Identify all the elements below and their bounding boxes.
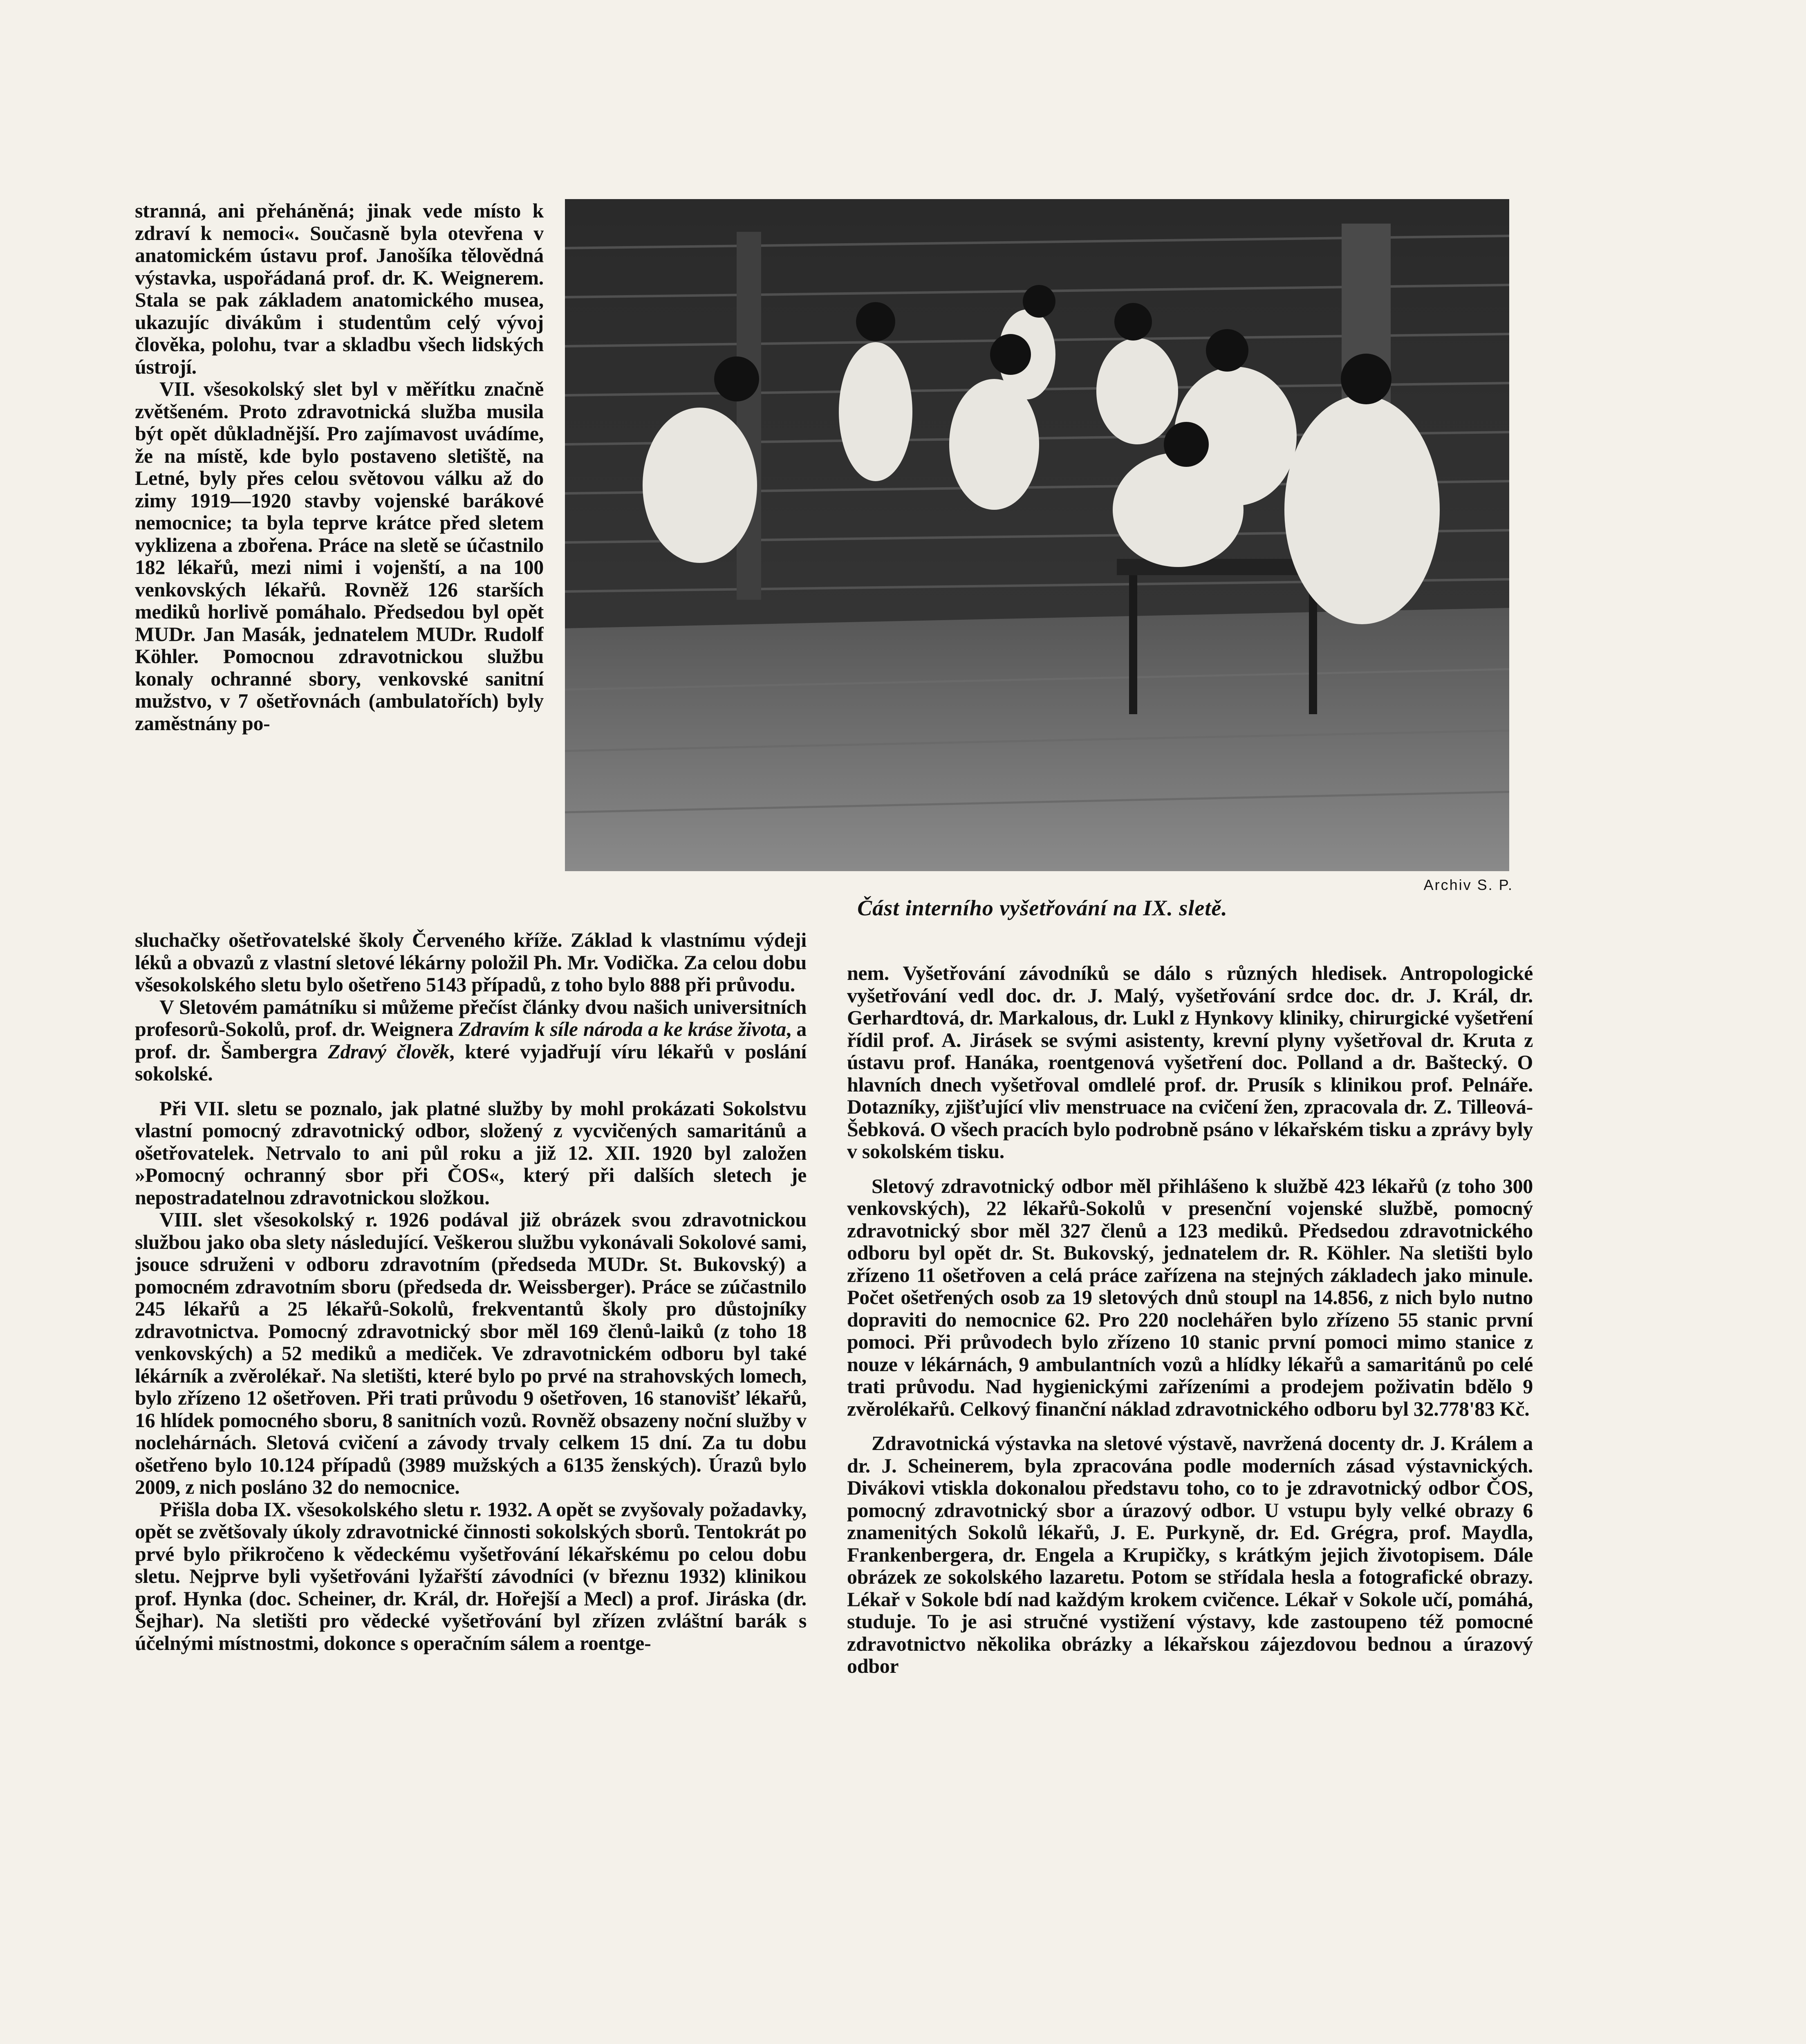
figure-caption: Část interního vyšetřování na IX. sletě. bbox=[857, 896, 1228, 920]
paragraph: Při VII. sletu se poznalo, jak platné služby by mohl prokázati Sokolstvu vlastní pomocný zdravotnický odbor, složený z vycvičených samaritánů a ošetřovatelek. Netrvalo to ani půl roku a již 12. XII. 1920 byl založen »Pomocný ochranný sbor při ČOS«, který při dalších sletech je nepostradatelnou zdravotnickou složkou. bbox=[135, 1096, 807, 1209]
paragraph: Sletový zdravotnický odbor měl přihlášeno k službě 423 lékařů (z toho 300 venkovských), 22 lékařů-Sokolů v presenční vojenské službě, pomocný zdravotnický sbor měl 327 členů a 123 mediků. Předsedou zdravotnického odboru byl opět dr. St. Bukovský, jednatelem dr. R. Köhler. Na sletišti bylo zřízeno 11 ošetřoven a celá práce zařízena na stejných základech jako minule. Počet ošetřených osob za 19 sletových dnů stoupl na 14.856, z nich bylo nutno dopraviti do nemocnice 62. Pro 220 noclehářen bylo zřízeno 55 stanic první pomoci. Při průvodech bylo zřízeno 10 stanic první pomoci mimo stanice z nouze v lékárnách, 9 ambulantních vozů a hlídky lékařů a samaritánů po celé trati průvodu. Nad hygienickými zařízeními a prodejem poživatin bdělo 9 zvěrolékařů. Celkový finanční náklad zdravotnického odboru byl 32.778'83 Kč. bbox=[847, 1174, 1533, 1420]
paragraph: VIII. slet všesokolský r. 1926 podával již obrázek svou zdravotnickou službou jako oba slety následující. Veškerou službu vykonávali Sokolové sami, jsouce sdruženi v odboru zdravotním (předseda MUDr. St. Bukovský) a pomocném zdravotním sboru (předseda dr. Weissberger). Práce se zúčastnilo 245 lékařů a 25 lékařů-Sokolů, frekventantů školy pro důstojníky zdravotnictva. Pomocný zdravotnický sbor měl 169 členů-laiků (z toho 18 venkovských) a 52 mediků a mediček. Ve zdravotnickém odboru byl také lékárník a zvěrolékař. Na sletišti, které bylo po prvé na strahovských lomech, bylo zřízeno 12 ošetřoven. Při trati průvodu 9 ošetřoven, 16 stanovišť lékařů, 16 hlídek pomocného sboru, 8 sanitních vozů. Rovněž obsazeny noční služby v noclehárnách. Sletová cvičení a závody trvaly celkem 15 dní. Za tu dobu ošetřeno bylo 10.124 případů (3989 mužských a 6135 ženských). Úrazů bylo 2009, z nich posláno 32 do nemocnice. bbox=[135, 1208, 807, 1498]
paragraph-text: , a prof. dr. Šambergra bbox=[135, 1018, 807, 1063]
article-title: Zdravím k síle národa a ke kráse života bbox=[458, 1018, 786, 1040]
paragraph: nem. Vyšetřování závodníků se dálo s různých hledisek. Antropologické vyšetřování vedl doc. dr. J. Malý, vyšetřování srdce doc. dr. J. Král, dr. Gerhardtová, dr. Markalous, dr. Lukl z Hynkovy kliniky, chirurgické vyšetření řídil prof. A. Jirásek se svými asistenty, krevní plyny vyšetřoval dr. Kruta z ústavu prof. Hanáka, roentgenová vyšetření doc. Polland a dr. Baštecký. O hlavních dnech vyšetřoval omdlelé prof. dr. Prusík s klinikou prof. Pelnáře. Dotazníky, zjišťující vliv menstruace na cvičení žen, zpracovala dr. Z. Tilleová-Šebková. O všech pracích bylo podrobně psáno v lékařském tisku a zprávy byly v sokolském tisku. bbox=[847, 962, 1533, 1163]
photo-credit: Archiv S. P. bbox=[1423, 876, 1513, 893]
paragraph-text: , které vyjadřují víru lékařů v poslání sokolské. bbox=[135, 1040, 807, 1085]
paragraph: sluchačky ošetřovatelské školy Červeného kříže. Základ k vlastnímu výdeji léků a obvazů z vlastní sletové lékárny položil Ph. Mr. Vodička. Za celou dobu všesokolského sletu bylo ošetřeno 5143 případů, z toho bylo 888 při průvodu. bbox=[135, 929, 807, 996]
paragraph-text: V Sletovém památníku si můžeme přečíst články dvou našich universitních profesorů-Sokolů, prof. dr. Weignera bbox=[135, 995, 807, 1040]
article-column-left-top bbox=[135, 199, 544, 917]
paragraph: VII. všesokolský slet byl v měřítku značně zvětšeném. Proto zdravotnická služba musila být opět důkladnější. Pro zajímavost uvádíme, že na místě, kde bylo postaveno sletiště, na Letné, byly přes celou světovou válku až do zimy 1919—1920 stavby vojenské barákové nemocnice; ta byla teprve krátce před sletem vyklizena a zbořena. Práce na sletě se účastnilo 182 lékařů, mezi nimi i vojenští, a na 100 venkovských lékařů. Rovněž 126 starších mediků horlivě pomáhalo. Předsedou byl opět MUDr. Jan Masák, jednatelem MUDr. Rudolf Köhler. Pomocnou zdravotnickou službu konaly ochranné sbory, venkovské sanitní mužstvo, v 7 ošetřovnách (ambulatořích) byly zaměstnány po- bbox=[135, 377, 544, 735]
medical-examination-photo bbox=[565, 199, 1509, 871]
paragraph: stranná, ani přeháněná; jinak vede místo k zdraví k nemoci«. Současně byla otevřena v anatomickém ústavu prof. Janošíka tělovědná výstavka, uspořádaná prof. dr. K. Weignerem. Stala se pak základem anatomického musea, ukazujíc divákům i studentům celý vývoj člověka, polohu, tvar a skladbu všech lidských ústrojí. bbox=[135, 199, 544, 378]
article-column-right bbox=[847, 962, 1533, 2044]
paragraph: Zdravotnická výstavka na sletové výstavě, navržená docenty dr. J. Králem a dr. J. Scheinerem, byla zpracována podle moderních zásad výstavnických. Divákovi vtiskla dokonalou představu toho, co to je zdravotnický odbor ČOS, pomocný zdravotnický sbor a úrazový odbor. U vstupu byly velké obrazy 6 znamenitých Sokolů lékařů, J. E. Purkyně, dr. Ed. Grégra, prof. Maydla, Frankenbergera, dr. Engela a Krupičky, s krátkým jejich životopisem. Dále obrázek ze sokolského lazaretu. Potom se střídala hesla a fotografické obrazy. Lékař v Sokole bdí nad každým krokem cvičence. Lékař v Sokole učí, pomáhá, studuje. To je asi stručné vystižení výstavy, kde zastoupeno též pomocné zdravotnictvo několika obrázky a lékařskou zájezdovou bednou a úrazový odbor bbox=[847, 1432, 1533, 1677]
photograph bbox=[565, 199, 1509, 871]
paragraph bbox=[135, 996, 807, 1085]
paragraph: Přišla doba IX. všesokolského sletu r. 1932. A opět se zvyšovaly požadavky, opět se zvětšovaly úkoly zdravotnické činnosti sokolských sborů. Tentokrát po prvé bylo přikročeno k vědeckému vyšetřování lékařskému po celou dobu sletu. Nejprve byli vyšetřováni lyžařští závodníci (v březnu 1932) klinikou prof. Hynka (doc. Scheiner, dr. Král, dr. Hořejší a Mecl) a prof. Jiráska (dr. Šejhar). Na sletišti pro vědecké vyšetřování byl zřízen zvláštní barák s účelnými místnostmi, dokonce s operačním sálem a roentge- bbox=[135, 1497, 807, 1654]
article-title: Zdravý člověk bbox=[328, 1040, 450, 1063]
article-column-left bbox=[135, 929, 807, 2044]
